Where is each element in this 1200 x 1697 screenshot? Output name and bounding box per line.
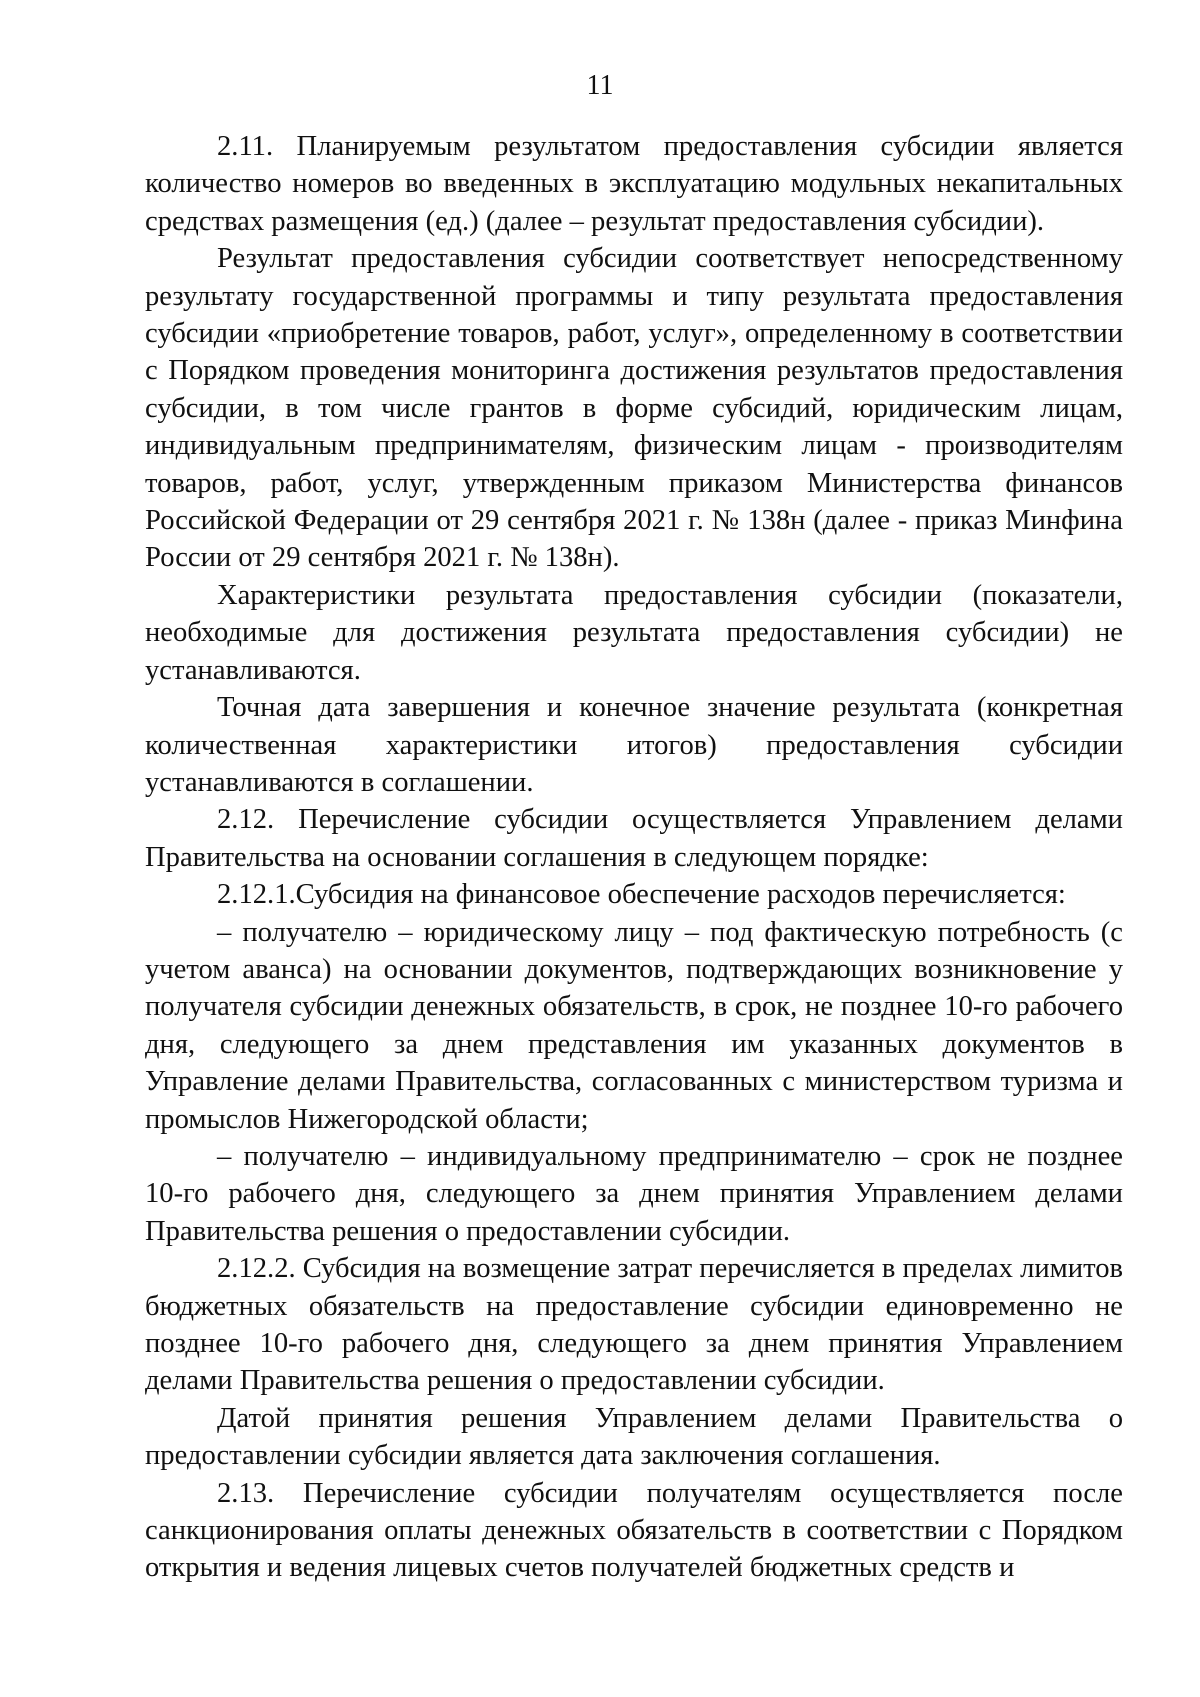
- paragraph-2-13: 2.13. Перечисление субсидии получателям осуществляется после санкционирования оплаты денежных обязательств в соответствии с Порядком открытия и ведения лицевых счетов получателей бюджетных средств и: [145, 1477, 1123, 1584]
- paragraph-result-correspondence: Результат предоставления субсидии соответствует непосредственному результату государственной программы и типу результата предоставления субсидии «приобретение товаров, работ, услуг», определенному в соответствии с Порядком проведения мониторинга достижения результатов предоставления субсидии, в том числе грантов в форме субсидий, юридическим лицам, индивидуальным предпринимателям, физическим лицам - производителям товаров, работ, услуг, утвержденным приказом Министерства финансов Российской Федерации от 29 сентября 2021 г. № 138н (далее - приказ Минфина России от 29 сентября 2021 г. № 138н).: [145, 243, 1123, 574]
- document-body: [145, 128, 1123, 1587]
- paragraph-2-12-2: 2.12.2. Субсидия на возмещение затрат перечисляется в пределах лимитов бюджетных обязательств на предоставление субсидии единовременно не позднее 10-го рабочего дня, следующего за днем принятия Управлением делами Правительства решения о предоставлении субсидии.: [145, 1253, 1123, 1397]
- paragraph-completion-date: Точная дата завершения и конечное значение результата (конкретная количественная характеристики итогов) предоставления субсидии устанавливаются в соглашении.: [145, 692, 1123, 798]
- paragraph-decision-date: Датой принятия решения Управлением делами Правительства о предоставлении субсидии является дата заключения соглашения.: [145, 1402, 1123, 1472]
- paragraph-result-characteristics: Характеристики результата предоставления субсидии (показатели, необходимые для достижения результата предоставления субсидии) не устанавливаются.: [145, 579, 1123, 686]
- paragraph-2-11: 2.11. Планируемым результатом предоставления субсидии является количество номеров во введенных в эксплуатацию модульных некапитальных средствах размещения (ед.) (далее – результат предоставления субсидии).: [145, 131, 1123, 237]
- list-item-legal-entity: – получателю – юридическому лицу – под фактическую потребность (с учетом аванса) на основании документов, подтверждающих возникновение у получателя субсидии денежных обязательств, в срок, не позднее 10-го рабочего дня, следующего за днем представления им указанных документов в Управление делами Правительства, согласованных с министерством туризма и промыслов Нижегородской области;: [145, 916, 1123, 1135]
- paragraph-2-12: 2.12. Перечисление субсидии осуществляется Управлением делами Правительства на основании соглашения в следующем порядке:: [145, 804, 1123, 873]
- page-number: 11: [586, 70, 614, 101]
- list-item-entrepreneur: – получателю – индивидуальному предпринимателю – срок не позднее 10-го рабочего дня, следующего за днем принятия Управлением делами Правительства решения о предоставлении субсидии.: [145, 1140, 1123, 1247]
- paragraph-2-12-1: 2.12.1.Субсидия на финансовое обеспечение расходов перечисляется:: [217, 879, 1066, 911]
